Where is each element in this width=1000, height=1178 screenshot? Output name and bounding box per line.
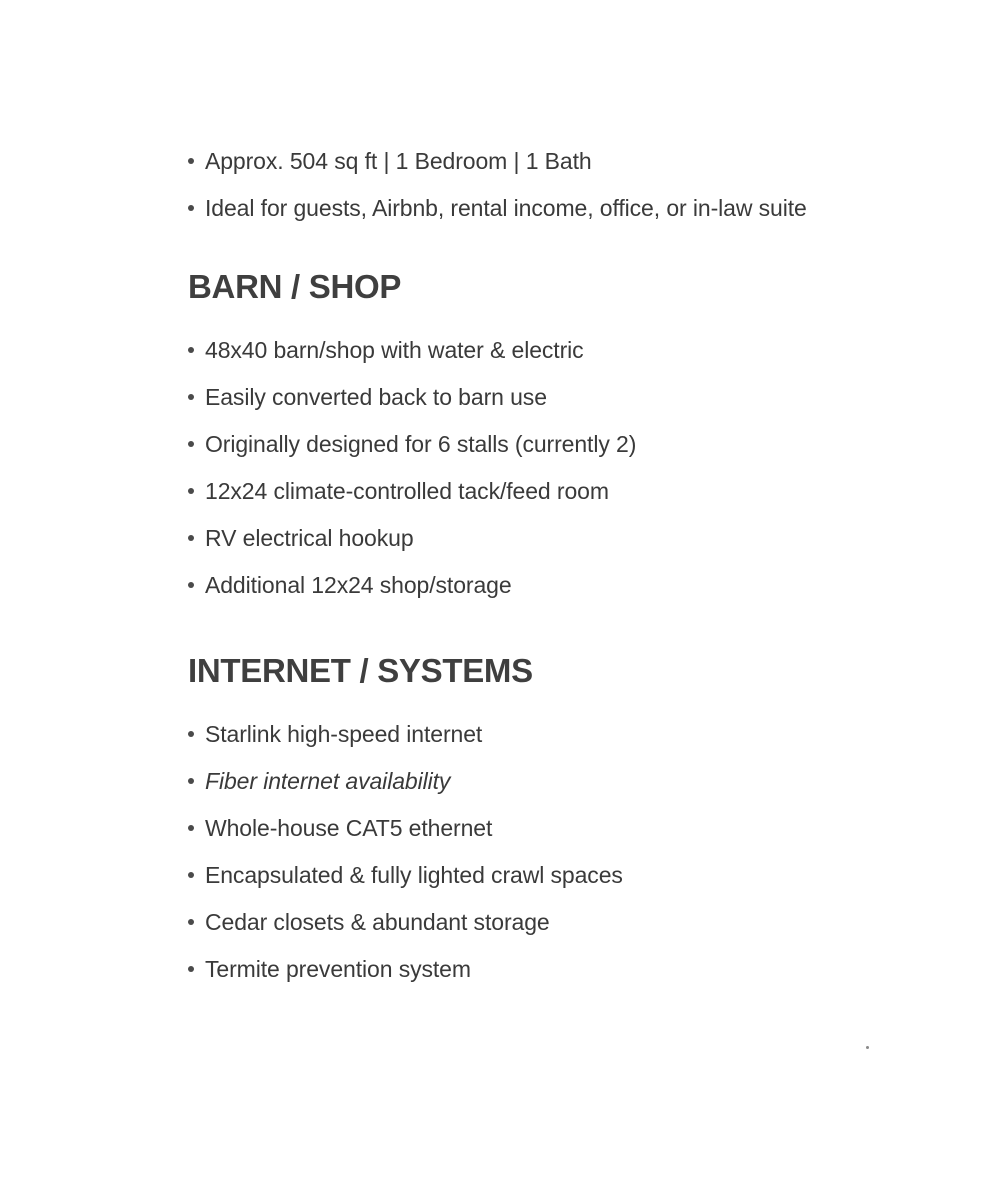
list-item-text: Approx. 504 sq ft | 1 Bedroom | 1 Bath [205, 148, 592, 174]
bullet-icon [188, 394, 194, 400]
list-item [188, 421, 948, 468]
bullet-icon [188, 919, 194, 925]
list-item-text: Additional 12x24 shop/storage [205, 572, 512, 598]
list-item [188, 562, 948, 609]
list-item [188, 946, 948, 993]
internet-systems-list [188, 711, 948, 993]
list-item-text: Whole-house CAT5 ethernet [205, 815, 493, 841]
list-item-text: Encapsulated & fully lighted crawl spaces [205, 862, 623, 888]
list-item [188, 468, 948, 515]
bullet-icon [188, 731, 194, 737]
scan-speck [866, 1046, 869, 1049]
bullet-icon [188, 778, 194, 784]
list-item [188, 758, 948, 805]
list-item [188, 899, 948, 946]
bullet-icon [188, 872, 194, 878]
bullet-icon [188, 158, 194, 164]
list-item [188, 805, 948, 852]
list-item [188, 374, 948, 421]
list-item [188, 515, 948, 562]
list-item-text: Starlink high-speed internet [205, 721, 483, 747]
bullet-icon [188, 488, 194, 494]
list-item [188, 852, 948, 899]
internet-systems-heading: INTERNET / SYSTEMS [188, 652, 533, 689]
list-item-text: 12x24 climate-controlled tack/feed room [205, 478, 609, 504]
bullet-icon [188, 347, 194, 353]
list-item-text: Termite prevention system [205, 956, 471, 982]
bullet-icon [188, 825, 194, 831]
list-item-text: Fiber internet availability [205, 768, 451, 794]
barn-shop-heading: BARN / SHOP [188, 268, 402, 305]
barn-shop-list [188, 327, 948, 609]
bullet-icon [188, 966, 194, 972]
list-item-text: Cedar closets & abundant storage [205, 909, 550, 935]
list-item [188, 185, 948, 232]
list-item-text: Ideal for guests, Airbnb, rental income, office, or in-law suite [205, 195, 807, 221]
bullet-icon [188, 535, 194, 541]
bullet-icon [188, 582, 194, 588]
list-item-text: RV electrical hookup [205, 525, 414, 551]
bullet-icon [188, 441, 194, 447]
list-item-text: Easily converted back to barn use [205, 384, 547, 410]
list-item-text: 48x40 barn/shop with water & electric [205, 337, 584, 363]
list-item [188, 138, 948, 185]
bullet-icon [188, 205, 194, 211]
list-item-text: Originally designed for 6 stalls (currently 2) [205, 431, 637, 457]
list-item [188, 711, 948, 758]
guest-house-list [188, 138, 948, 232]
list-item [188, 327, 948, 374]
document-content [188, 138, 948, 993]
